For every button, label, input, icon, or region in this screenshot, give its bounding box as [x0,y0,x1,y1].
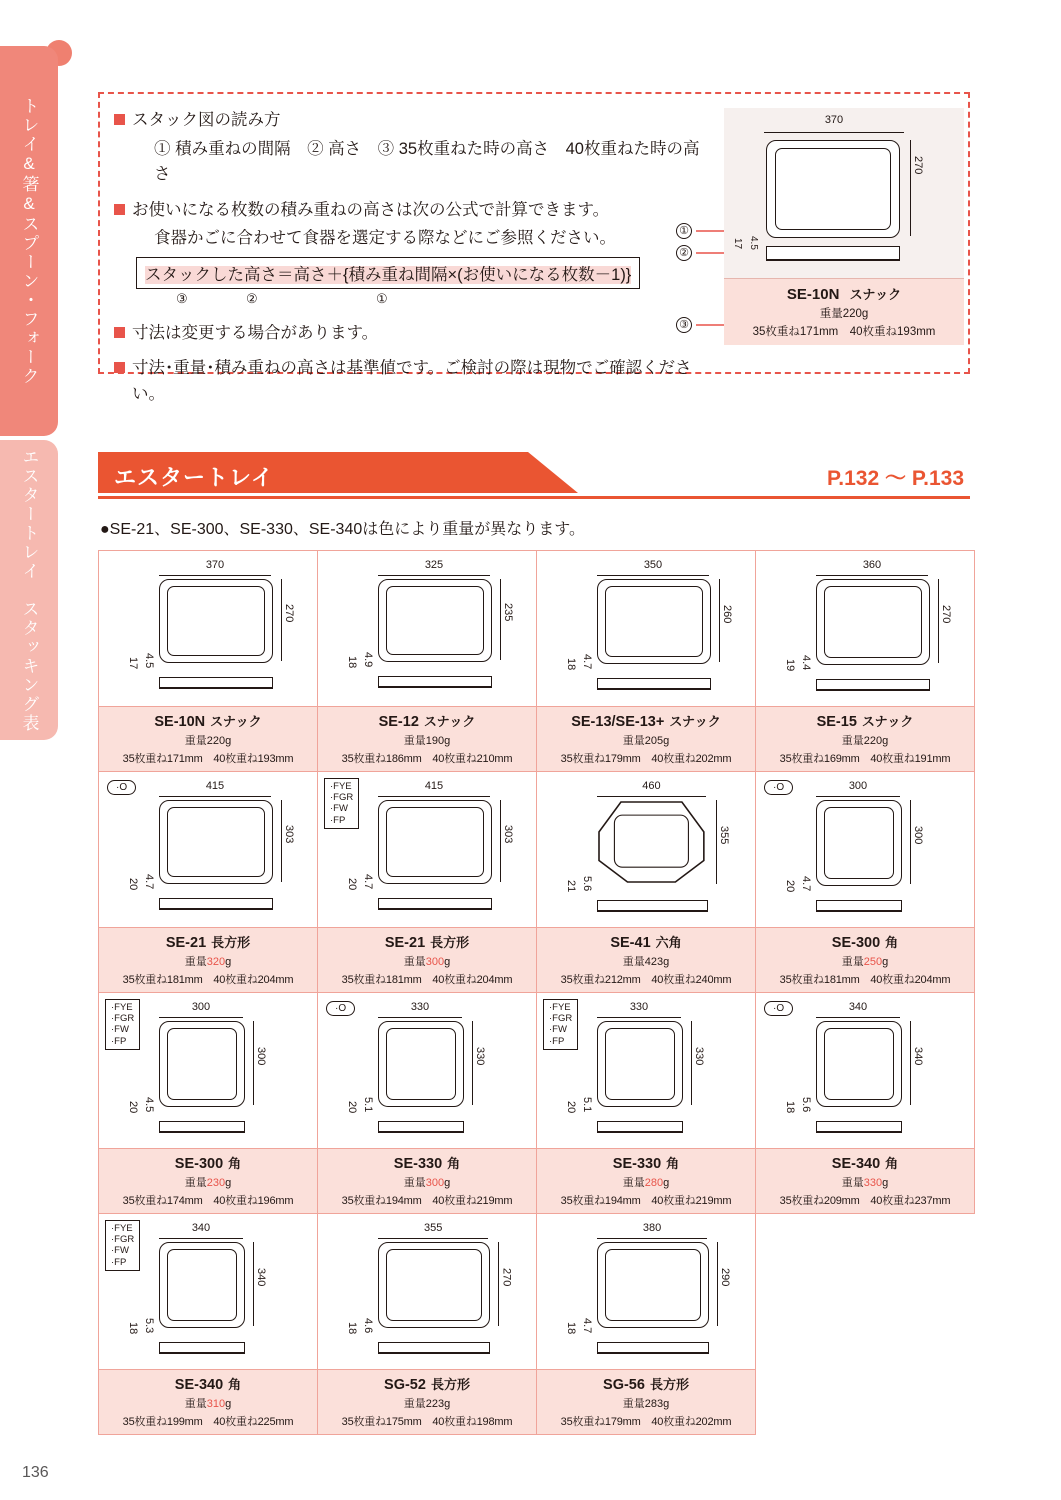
table-row [99,551,975,772]
dim-height: 4.7 [581,1318,593,1334]
product-code: SE-21 [384,935,426,951]
legend-arrow-1: ① [676,222,754,239]
color-badge-fye: ·FYE ·FGR ·FW ·FP [324,778,359,829]
product-stack-height: 35枚重ね181mm 40枚重ね204mm [779,974,951,986]
dim-width: 330 [629,1001,649,1013]
legend-tray-top-view [766,140,900,238]
product-cell[interactable] [756,993,975,1214]
round-bullet-icon: ● [100,521,110,538]
dim-height: 4.6 [362,1318,374,1334]
product-shape: スナック [423,714,476,729]
dim-gap: 18 [565,658,577,671]
product-drawing [99,993,317,1148]
dim-height: 4.5 [143,1097,155,1113]
section-page-range: P.132 〜 P.133 [826,467,964,490]
product-code: SE-340 [831,1156,881,1172]
legend-line-2-text: お使いになる枚数の積み重ねの高さは次の公式で計算できます。 [132,200,610,219]
formula-marker-1: ① [376,290,388,306]
product-shape: スナック [669,714,721,729]
legend-arrow-3: ③ [676,316,754,333]
product-code: SE-41 [610,935,651,951]
product-cell[interactable] [318,772,537,993]
product-shape: スナック [210,714,262,729]
product-shape: 長方形 [430,935,470,950]
product-title [320,1374,534,1393]
product-cell[interactable] [318,1214,537,1435]
product-drawing [537,1214,755,1369]
product-stack-height: 35枚重ね209mm 40枚重ね237mm [779,1195,951,1207]
dim-depth: 340 [912,1047,924,1066]
legend-line-3 [114,321,714,347]
legend-dim-depth: 270 [912,156,924,175]
legend-figure-caption [724,278,964,345]
dim-depth: 340 [255,1268,267,1287]
tray-top-view [159,1242,245,1328]
product-caption [318,1148,536,1213]
product-weight: 重量205g [622,735,670,747]
tray-top-view [597,1242,709,1328]
dim-width: 300 [848,780,868,792]
dim-width: 360 [862,559,882,571]
tray-side-view [597,1121,683,1133]
tray-top-view [816,800,902,886]
product-shape: 角 [228,1156,242,1171]
product-weight: 重量300g [403,956,451,968]
dim-height: 4.7 [362,873,374,890]
product-cell[interactable] [318,993,537,1214]
dim-width: 350 [643,559,663,571]
legend-figure-stack: 35枚重ね171mm 40枚重ね193mm [752,326,936,338]
product-caption [99,706,317,771]
tray-side-view [597,1342,709,1354]
section-banner [98,452,970,496]
page-number: 136 [22,1464,49,1481]
product-weight: 重量220g [184,735,232,747]
product-caption [318,1369,536,1434]
product-shape: 六角 [655,935,682,950]
dim-depth: 290 [719,1268,732,1287]
square-bullet-icon [114,114,125,125]
legend-dim-gap: 17 [732,238,743,250]
product-weight: 重量190g [403,735,451,747]
product-code: SG-56 [603,1377,645,1393]
table-row [99,1214,975,1435]
product-code: SE-12 [378,714,419,730]
legend-dim-width: 370 [824,114,844,126]
product-stack-height: 35枚重ね174mm 40枚重ね196mm [122,1195,294,1207]
dim-gap: 20 [127,877,139,891]
product-weight: 重量250g [841,956,889,968]
dim-depth: 330 [474,1047,486,1066]
product-weight: 重量220g [841,735,889,747]
product-title [101,1153,315,1172]
product-shape: 長方形 [649,1377,689,1392]
product-caption [99,1148,317,1213]
product-drawing [756,551,974,706]
product-code: SE-330 [393,1156,443,1172]
legend-line-1-text: スタック図の読み方 [132,111,281,129]
product-weight: 重量300g [403,1177,451,1189]
tray-side-view [378,898,492,910]
product-code: SE-300 [831,935,881,951]
dim-width: 355 [424,1222,443,1234]
product-cell[interactable] [756,772,975,993]
product-caption [537,927,755,992]
product-shape: 角 [666,1156,680,1171]
product-weight: 重量330g [841,1177,889,1189]
tray-top-view [159,1021,245,1107]
dim-width: 340 [191,1222,211,1234]
product-code: SE-21 [165,935,207,951]
legend-arrow-2: ② [676,244,754,261]
product-cell[interactable] [756,551,975,772]
legend-line-4 [114,356,714,407]
tray-side-view [816,679,930,691]
color-badge-o: ·O [764,1001,793,1016]
dim-gap: 18 [127,1322,139,1335]
legend-tray-side-view [766,246,900,261]
legend-figure-drawing [724,108,964,278]
product-shape: 角 [885,935,899,950]
color-badge-o: ·O [326,1001,355,1016]
dim-width: 415 [424,780,444,792]
product-code: SG-52 [384,1377,426,1393]
product-shape: 長方形 [211,935,251,950]
product-caption [537,1369,755,1434]
product-code: SE-330 [612,1156,662,1172]
dim-height: 5.3 [143,1318,155,1334]
tray-side-view [159,1342,245,1354]
formula-marker-row [154,291,714,309]
product-shape: 角 [228,1377,242,1392]
dim-depth: 270 [500,1268,513,1287]
product-weight: 重量230g [184,1177,232,1189]
color-badge-fye: ·FYE ·FGR ·FW ·FP [105,1220,140,1271]
color-badge-o: ·O [764,780,793,795]
sidebar-tab-tray[interactable] [0,46,58,436]
product-drawing [99,772,317,927]
dim-depth: 355 [717,826,730,845]
dim-height: 5.1 [362,1097,374,1113]
product-stack-height: 35枚重ね212mm 40枚重ね240mm [560,974,732,986]
tray-top-view [159,800,273,884]
dim-depth: 303 [502,824,514,844]
product-weight: 重量423g [622,956,670,968]
dim-depth: 270 [283,603,295,623]
dim-height: 5.6 [800,1097,812,1113]
dim-height: 5.6 [581,876,593,892]
legend-dim-height: 4.5 [748,236,759,250]
dim-depth: 235 [502,603,514,622]
product-title [101,932,315,951]
product-shape: 長方形 [430,1377,470,1392]
tray-side-view [816,900,902,912]
tray-top-view [816,1021,902,1107]
dim-height: 4.4 [800,655,812,671]
product-shape: 角 [447,1156,461,1171]
product-drawing [537,772,755,927]
product-stack-height: 35枚重ね171mm 40枚重ね193mm [122,753,294,765]
tray-top-view [816,579,930,665]
tray-side-view [816,1121,902,1133]
dim-width: 325 [424,559,444,571]
dim-depth: 300 [255,1047,267,1066]
dim-depth: 260 [721,604,733,623]
tray-side-view [378,676,492,688]
product-cell[interactable] [318,551,537,772]
dim-gap: 20 [784,880,796,893]
product-title [758,932,972,951]
tray-side-view [597,900,708,912]
product-stack-height: 35枚重ね169mm 40枚重ね191mm [779,753,951,765]
tray-top-view [597,1021,683,1107]
product-drawing [318,993,536,1148]
product-caption [537,1148,755,1213]
legend-line-2 [114,198,714,224]
product-title [539,1153,753,1172]
product-caption [756,1148,974,1213]
dim-gap: 20 [565,1101,577,1114]
legend-line-1-sub: ① 積み重ねの間隔 ② 高さ ③ 35枚重ねた時の高さ 40枚重ねた時の高さ [154,139,700,184]
product-weight: 重量310g [184,1398,232,1410]
product-title [758,1153,972,1172]
product-cell[interactable] [99,993,318,1214]
tray-side-view [159,898,273,910]
dim-width: 460 [642,780,661,792]
product-drawing [99,551,317,706]
legend-figure-weight: 重量220g [819,308,869,320]
product-title [320,711,534,730]
product-code: SE-340 [174,1377,224,1393]
product-cell[interactable] [99,1214,318,1435]
dim-gap: 20 [127,1101,139,1114]
sidebar-tab-tray-label: トレイ&箸&スプーン・フォーク [19,96,39,386]
legend-figure-title: SE-10N スナック [786,286,902,303]
dim-height: 4.5 [143,652,155,669]
dim-depth: 330 [693,1047,705,1066]
product-stack-height: 35枚重ね199mm 40枚重ね225mm [122,1416,294,1428]
dim-depth: 300 [912,826,924,845]
product-title [101,1374,315,1393]
dim-gap: 20 [346,1101,358,1114]
product-title [320,932,534,951]
product-stack-height: 35枚重ね181mm 40枚重ね204mm [122,974,294,986]
empty-cell [756,1214,975,1435]
dim-height: 5.1 [581,1097,593,1113]
legend-figure [724,108,964,345]
product-drawing [318,551,536,706]
product-drawing [99,1214,317,1369]
square-bullet-icon [114,204,125,215]
product-stack-height: 35枚重ね179mm 40枚重ね202mm [560,753,732,765]
product-cell[interactable] [537,772,756,993]
product-drawing [537,551,755,706]
table-row [99,772,975,993]
dim-width: 380 [642,1222,662,1234]
dim-gap: 18 [346,655,358,669]
product-cell[interactable] [99,772,318,993]
dim-depth: 303 [283,824,295,844]
product-cell[interactable] [537,1214,756,1435]
dim-width: 300 [191,1001,211,1013]
product-title [539,711,753,730]
product-title [539,1374,753,1393]
formula-marker-2: ② [246,290,258,306]
formula-marker-3: ③ [176,290,188,306]
product-caption [537,706,755,771]
dim-gap: 21 [565,880,577,893]
table-row [99,993,975,1214]
dim-width: 415 [205,780,225,792]
product-shape: スナック [861,714,914,729]
product-drawing [537,993,755,1148]
legend-note-box [98,92,970,403]
tray-top-view [378,800,492,884]
product-weight: 重量280g [622,1177,670,1189]
tray-top-view [378,1021,464,1107]
product-stack-height: 35枚重ね194mm 40枚重ね219mm [341,1195,513,1207]
product-shape: 角 [885,1156,899,1171]
product-stack-height: 35枚重ね181mm 40枚重ね204mm [341,974,513,986]
formula-box [136,257,640,289]
color-weight-note-text: SE-21、SE-300、SE-330、SE-340は色により重量が異なります。 [109,521,585,538]
product-caption [756,706,974,771]
product-drawing [756,772,974,927]
product-title [320,1153,534,1172]
product-title [101,711,315,730]
legend-line-1 [114,108,714,134]
square-bullet-icon [114,362,125,373]
dim-height: 4.7 [581,654,593,670]
product-caption [318,927,536,992]
product-title [758,711,972,730]
dim-height: 4.7 [800,876,812,892]
section-title: エスタートレイ [114,465,274,490]
product-stack-height: 35枚重ね175mm 40枚重ね198mm [341,1416,513,1428]
product-weight: 重量320g [184,956,232,968]
product-code: SE-15 [816,714,857,730]
sidebar-tab-stacking-label: エスタートレイ スタッキング表 [19,447,39,733]
dim-gap: 18 [784,1101,796,1114]
product-drawing [756,993,974,1148]
dim-width: 370 [205,559,225,571]
product-caption [318,706,536,771]
product-code: SE-10N [154,714,206,730]
dim-width: 340 [848,1001,868,1013]
product-caption [99,1369,317,1434]
product-caption [756,927,974,992]
dim-width: 330 [410,1001,430,1013]
square-bullet-icon [114,327,125,338]
product-caption [99,927,317,992]
tray-side-view [378,1342,490,1354]
tray-side-view [159,677,273,689]
color-badge-fye: ·FYE ·FGR ·FW ·FP [105,999,140,1050]
legend-line-3-text: 寸法は変更する場合があります。 [132,323,379,342]
sidebar-tab-stacking[interactable] [0,440,58,740]
tray-side-view [597,678,711,690]
product-drawing [318,1214,536,1369]
product-drawing [318,772,536,927]
product-title [539,932,753,951]
legend-text-block [114,108,714,411]
color-weight-note [100,516,585,539]
product-cell[interactable] [537,993,756,1214]
tray-top-view [597,579,711,664]
legend-line-2-sub: 食器かごに合わせて食器を選定する際などにご参照ください。 [154,229,616,248]
product-cell[interactable] [99,551,318,772]
dim-height: 4.7 [143,873,155,890]
product-code: SE-13/SE-13+ [571,714,665,730]
product-stack-height: 35枚重ね194mm 40枚重ね219mm [560,1195,732,1207]
dim-gap: 18 [565,1322,577,1335]
dim-depth: 270 [940,605,952,624]
color-badge-fye: ·FYE ·FGR ·FW ·FP [543,999,578,1050]
product-stack-height: 35枚重ね179mm 40枚重ね202mm [560,1416,732,1428]
product-weight: 重量223g [403,1398,451,1410]
product-cell[interactable] [537,551,756,772]
tray-top-view [597,800,706,884]
dim-gap: 18 [346,1322,358,1335]
tray-side-view [159,1121,245,1133]
tray-top-view [378,1242,490,1328]
product-code: SE-300 [174,1156,224,1172]
product-stacking-table [98,550,975,1435]
color-badge-o: ·O [107,780,136,795]
tray-side-view [378,1121,464,1133]
dim-gap: 20 [346,877,358,891]
dim-gap: 17 [127,656,139,669]
dim-gap: 19 [784,659,796,672]
dim-height: 4.9 [362,651,374,668]
formula-text: スタックした高さ＝高さ＋{積み重ね間隔×(お使いになる枚数－1)} [145,265,632,284]
product-weight: 重量283g [622,1398,670,1410]
product-stack-height: 35枚重ね186mm 40枚重ね210mm [341,753,513,765]
legend-line-4-text: 寸法･重量･積み重ねの高さは基準値です。ご検討の際は現物でご確認ください。 [132,359,692,403]
tray-top-view [159,579,273,663]
tray-top-view [378,579,492,662]
